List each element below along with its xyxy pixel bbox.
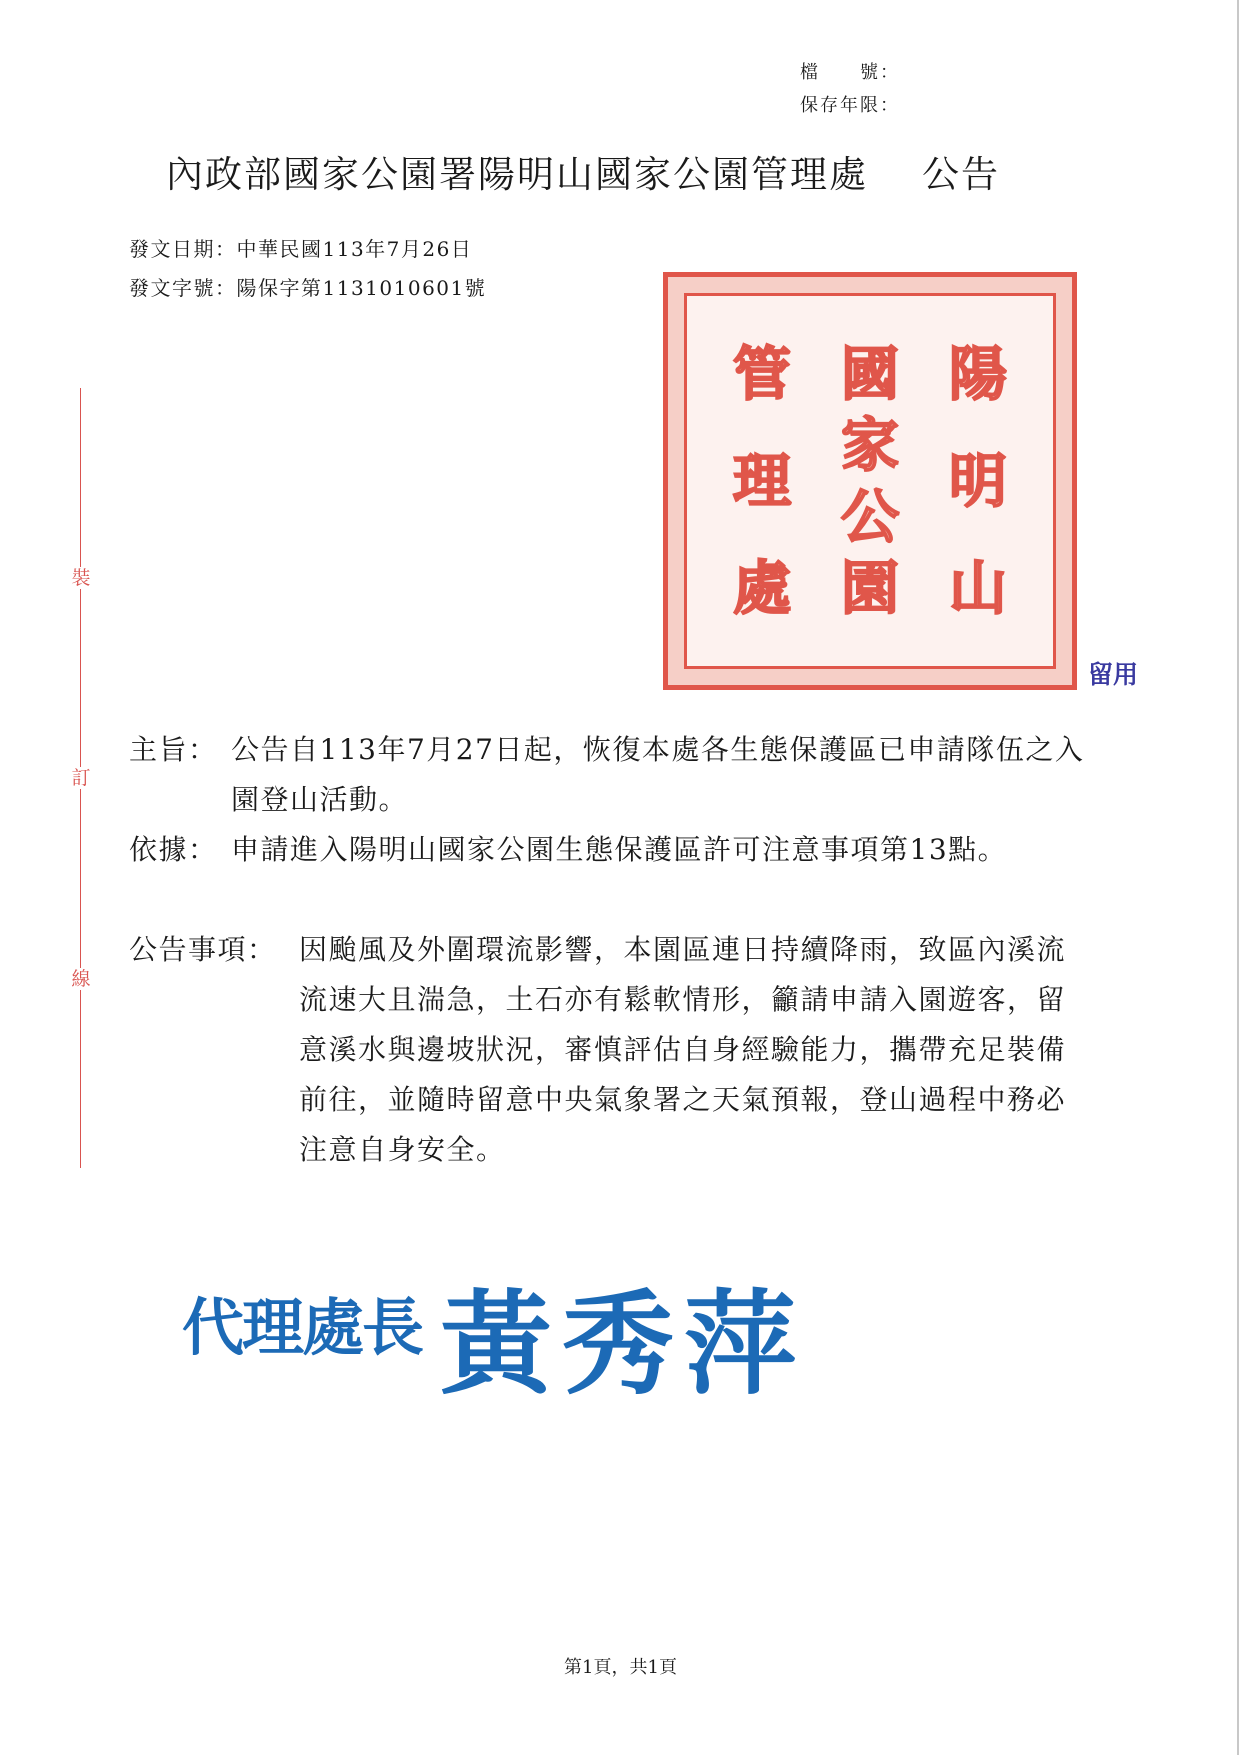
subject-label: 主旨： (129, 733, 218, 766)
document-type: 公告 (922, 153, 1000, 196)
seal-column (936, 339, 1020, 623)
issue-number: 發文字號：陽保字第1131010601號 (129, 276, 487, 300)
seal-char: 理 (732, 447, 791, 515)
notice-label: 公告事項： (129, 933, 277, 966)
binding-char-xian: 線 (71, 968, 91, 990)
official-seal (663, 272, 1077, 690)
seal-char: 公 (840, 482, 899, 551)
seal-char: 山 (948, 554, 1007, 622)
seal-char: 家 (840, 411, 899, 480)
basis-section (129, 825, 1089, 875)
binding-char-zhuang: 裝 (71, 567, 91, 589)
signatory-title-stamp: 代理處長 (182, 1291, 423, 1364)
seal-char: 園 (840, 553, 899, 622)
seal-char: 國 (840, 340, 899, 408)
seal-column (828, 339, 912, 623)
retention-line (800, 91, 900, 117)
subject-section (129, 725, 1089, 825)
seal-char: 處 (732, 554, 791, 622)
file-number-label: 檔 號： (800, 62, 900, 83)
file-number-line (800, 58, 900, 84)
seal-column (720, 339, 804, 623)
page-number: 第1頁，共1頁 (564, 1657, 677, 1678)
signatory-name-stamp: 黃秀萍 (440, 1279, 806, 1410)
seal-char: 陽 (948, 340, 1007, 408)
retention-label: 保存年限： (800, 95, 900, 116)
binding-char-ding: 訂 (71, 767, 91, 789)
basis-text: 申請進入陽明山國家公園生態保護區許可注意事項第13點。 (231, 833, 1008, 866)
basis-label: 依據： (129, 833, 218, 866)
document-title (166, 144, 1000, 198)
seal-retained-note: 留用 (1088, 660, 1139, 689)
issue-date: 發文日期：中華民國113年7月26日 (129, 237, 473, 261)
scan-edge (1237, 0, 1239, 1755)
subject-text: 公告自113年7月27日起，恢復本處各生態保護區已申請隊伍之入園登山活動。 (231, 733, 1085, 816)
notice-section (129, 925, 1089, 1175)
seal-char: 管 (732, 340, 791, 408)
notice-text: 因颱風及外圍環流影響，本園區連日持續降雨，致區內溪流流速大且湍急，土石亦有鬆軟情形，籲請申請入園遊客，留意溪水與邊坡狀況，審慎評估自身經驗能力，攜帶充足裝備前往，並隨時留意中央氣象署之天氣預報，登山過程中務必注意自身安全。 (299, 933, 1067, 1166)
seal-char: 明 (948, 447, 1007, 515)
agency-name: 內政部國家公園署陽明山國家公園管理處 (166, 153, 868, 196)
